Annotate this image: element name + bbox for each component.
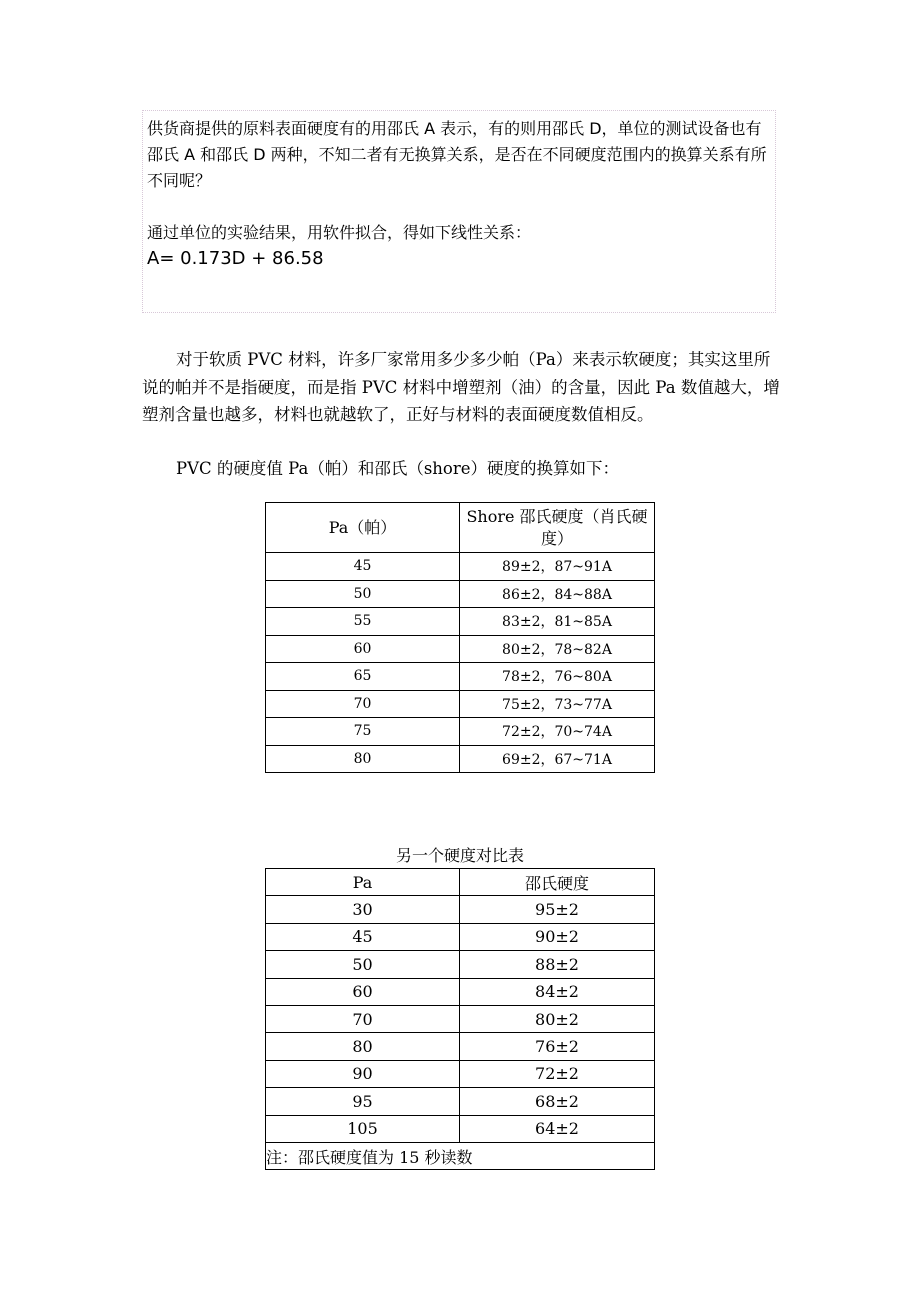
table-row [266,690,655,718]
table-row [266,745,655,773]
table-cell: 76±2 [460,1033,655,1060]
table-row [266,663,655,691]
table-row [266,923,655,950]
table-note-row [266,1142,655,1169]
table-cell: 69±2，67~71A [460,745,655,773]
table-row [266,1060,655,1087]
table-row [266,951,655,978]
table-cell: 80±2 [460,1005,655,1032]
answer-text: 通过单位的实验结果，用软件拟合，得如下线性关系： [147,223,532,242]
table-row [266,978,655,1005]
pvc-paragraph: 对于软质 PVC 材料，许多厂家常用多少多少帕（Pa）来表示软硬度；其实这里所说的帕并不是指硬度，而是指 PVC 材料中增塑剂（油）的含量，因此 Pa 数值越大，增塑剂含量也越多，材料也就越软了，正好与材料的表面硬度数值相反。 [142,350,780,424]
table-cell: 95±2 [460,896,655,923]
table-row [266,1115,655,1142]
table-header-row [266,869,655,896]
table-cell: 65 [266,663,460,691]
question-text: 供货商提供的原料表面硬度有的用邵氏 A 表示，有的则用邵氏 D，单位的测试设备也有邵氏 A 和邵氏 D 两种，不知二者有无换算关系，是否在不同硬度范围内的换算关系有所不同呢？ [147,119,767,190]
table-cell: 70 [266,1005,460,1032]
table-cell: 60 [266,978,460,1005]
quoted-question-box [142,110,776,313]
table-cell: 75±2，73~77A [460,690,655,718]
table-cell: 45 [266,923,460,950]
table-cell: 80 [266,745,460,773]
table-cell: 78±2，76~80A [460,663,655,691]
table-cell: 95 [266,1088,460,1115]
table-row [266,1088,655,1115]
table-row [266,1033,655,1060]
table-cell: 88±2 [460,951,655,978]
table-cell: 50 [266,951,460,978]
table-cell: 86±2，84~88A [460,580,655,608]
table-cell: 90±2 [460,923,655,950]
hardness-comparison-table [265,868,655,1170]
conversion-intro: PVC 的硬度值 Pa（帕）和邵氏（shore）硬度的换算如下： [176,459,620,478]
table-note: 注：邵氏硬度值为 15 秒读数 [266,1142,655,1169]
table-row [266,896,655,923]
header-cell: Pa（帕） [266,503,460,553]
table-cell: 89±2，87~91A [460,553,655,581]
table-cell: 60 [266,635,460,663]
header-cell: Pa [266,869,460,896]
table-cell: 80±2，78~82A [460,635,655,663]
table-cell: 72±2 [460,1060,655,1087]
table-row [266,580,655,608]
table-cell: 30 [266,896,460,923]
header-cell: Shore 邵氏硬度（肖氏硬度） [460,503,655,553]
table-cell: 55 [266,608,460,636]
pa-shore-table [265,502,655,773]
table-cell: 68±2 [460,1088,655,1115]
table-row [266,608,655,636]
table-header-row [266,503,655,553]
table-cell: 83±2，81~85A [460,608,655,636]
table-cell: 72±2，70~74A [460,718,655,746]
table-cell: 105 [266,1115,460,1142]
table-cell: 84±2 [460,978,655,1005]
table-cell: 45 [266,553,460,581]
table2-caption: 另一个硬度对比表 [395,846,524,865]
table-cell: 80 [266,1033,460,1060]
table-cell: 90 [266,1060,460,1087]
table-cell: 50 [266,580,460,608]
header-cell: 邵氏硬度 [460,869,655,896]
table-cell: 64±2 [460,1115,655,1142]
formula-text: A= 0.173D + 86.58 [147,248,324,269]
table-row [266,553,655,581]
table-row [266,635,655,663]
table-row [266,718,655,746]
table-row [266,1005,655,1032]
table-cell: 70 [266,690,460,718]
table-cell: 75 [266,718,460,746]
